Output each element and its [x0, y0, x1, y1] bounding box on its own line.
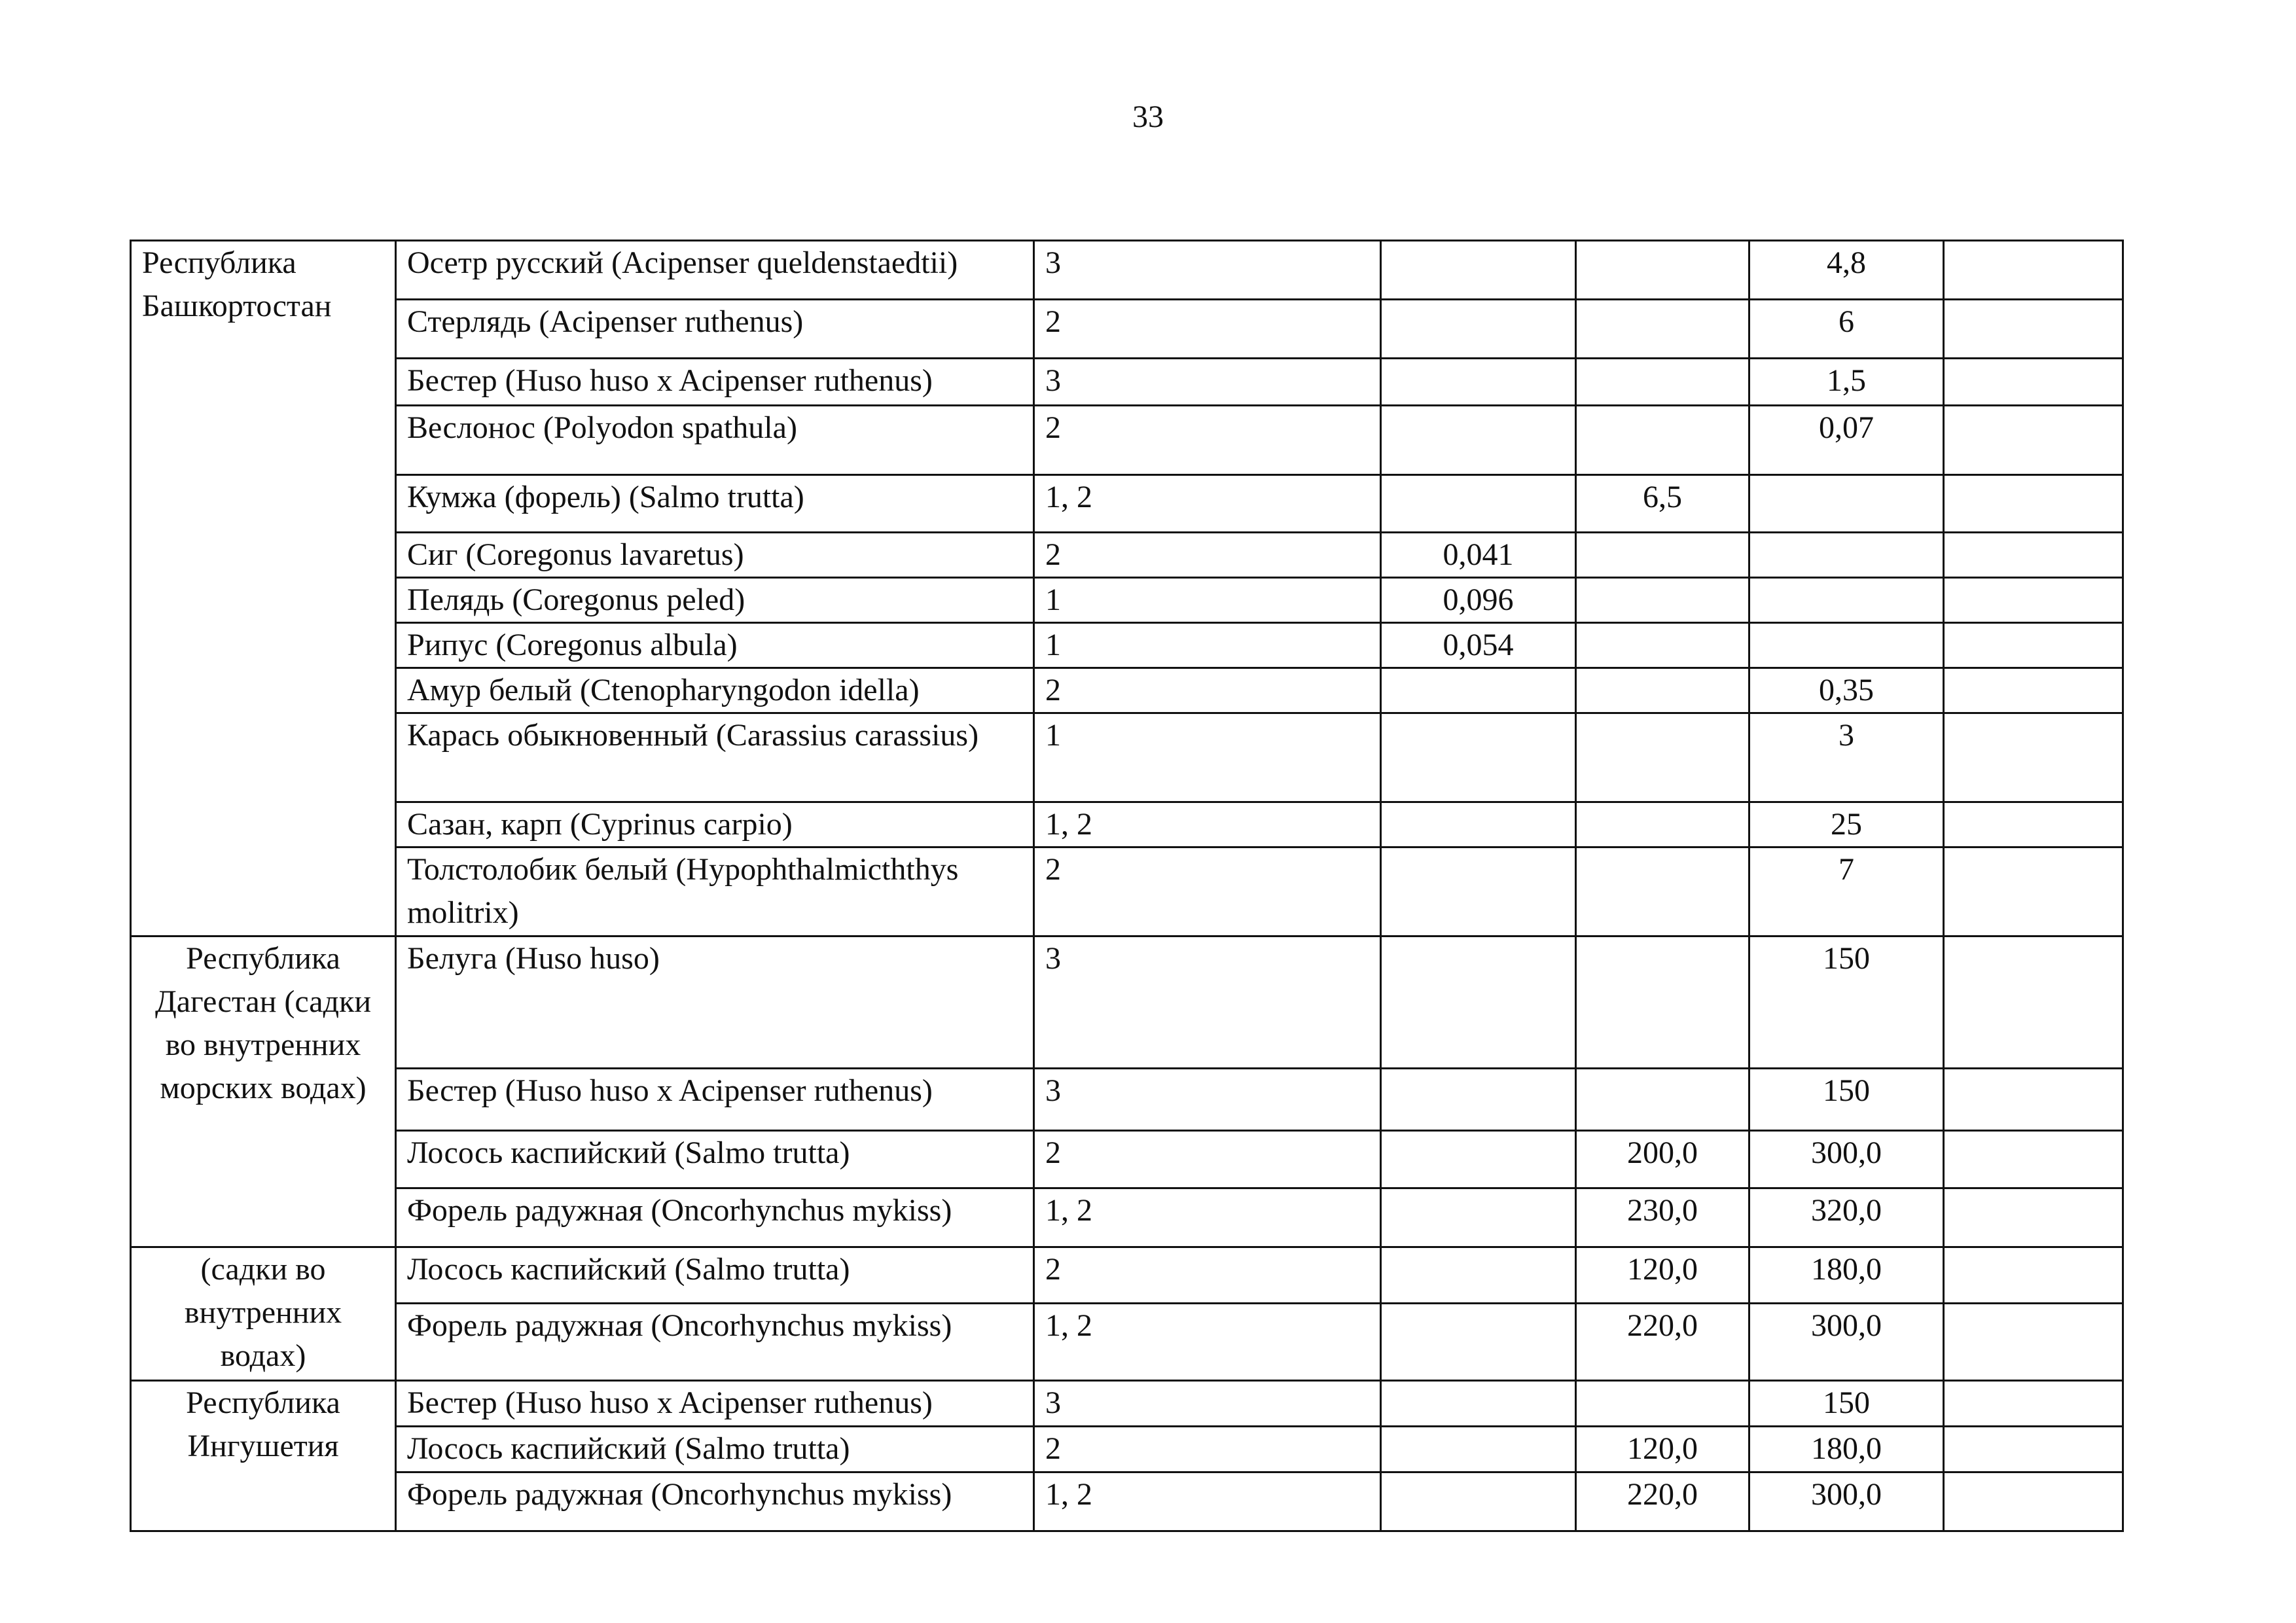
value-cell-6 [1944, 1131, 2123, 1188]
value-cell-3 [1381, 1131, 1576, 1188]
value-cell-6 [1944, 241, 2123, 300]
value-cell-4 [1576, 406, 1749, 475]
value-cell-3: 0,096 [1381, 578, 1576, 623]
code-cell: 2 [1034, 300, 1381, 359]
code-cell: 2 [1034, 533, 1381, 578]
species-table [130, 240, 2124, 1532]
value-cell-3 [1381, 359, 1576, 406]
code-cell: 2 [1034, 668, 1381, 713]
value-cell-4 [1576, 241, 1749, 300]
table-row [131, 623, 2123, 668]
value-cell-6 [1944, 1304, 2123, 1381]
value-cell-4 [1576, 578, 1749, 623]
table-row [131, 1069, 2123, 1131]
code-cell: 1 [1034, 713, 1381, 802]
value-cell-5: 300,0 [1749, 1131, 1944, 1188]
species-cell: Бестер (Huso huso x Acipenser ruthenus) [396, 1381, 1034, 1427]
value-cell-3 [1381, 300, 1576, 359]
species-cell: Форель радужная (Oncorhynchus mykiss) [396, 1188, 1034, 1247]
species-cell: Пелядь (Coregonus peled) [396, 578, 1034, 623]
table-row [131, 300, 2123, 359]
species-cell: Рипус (Coregonus albula) [396, 623, 1034, 668]
value-cell-3 [1381, 1069, 1576, 1131]
species-cell: Белуга (Huso huso) [396, 936, 1034, 1069]
value-cell-5: 320,0 [1749, 1188, 1944, 1247]
species-cell: Форель радужная (Oncorhynchus mykiss) [396, 1304, 1034, 1381]
species-cell: Сазан, карп (Cyprinus carpio) [396, 802, 1034, 847]
value-cell-3 [1381, 406, 1576, 475]
value-cell-3 [1381, 802, 1576, 847]
species-cell: Карась обыкновенный (Carassius carassius) [396, 713, 1034, 802]
species-cell: Веслонос (Polyodon spathula) [396, 406, 1034, 475]
value-cell-3 [1381, 1472, 1576, 1531]
value-cell-6 [1944, 1472, 2123, 1531]
species-cell: Толстолобик белый (Hypophthalmicththys molitrix) [396, 847, 1034, 936]
table-row [131, 1427, 2123, 1472]
value-cell-6 [1944, 1381, 2123, 1427]
value-cell-6 [1944, 713, 2123, 802]
value-cell-4 [1576, 668, 1749, 713]
value-cell-5: 0,35 [1749, 668, 1944, 713]
table-row [131, 1472, 2123, 1531]
value-cell-6 [1944, 668, 2123, 713]
value-cell-5: 4,8 [1749, 241, 1944, 300]
region-cell: Республика Дагестан (садки во внутренних морских водах) [131, 936, 396, 1247]
code-cell: 2 [1034, 847, 1381, 936]
value-cell-5: 0,07 [1749, 406, 1944, 475]
table-row [131, 1381, 2123, 1427]
table-row [131, 475, 2123, 533]
code-cell: 2 [1034, 1427, 1381, 1472]
value-cell-3 [1381, 1247, 1576, 1304]
value-cell-5: 7 [1749, 847, 1944, 936]
value-cell-4 [1576, 1381, 1749, 1427]
value-cell-6 [1944, 475, 2123, 533]
value-cell-3: 0,041 [1381, 533, 1576, 578]
value-cell-6 [1944, 847, 2123, 936]
value-cell-6 [1944, 936, 2123, 1069]
code-cell: 1 [1034, 623, 1381, 668]
value-cell-5: 150 [1749, 1069, 1944, 1131]
value-cell-6 [1944, 1069, 2123, 1131]
value-cell-6 [1944, 533, 2123, 578]
value-cell-6 [1944, 406, 2123, 475]
value-cell-3 [1381, 668, 1576, 713]
value-cell-5: 300,0 [1749, 1304, 1944, 1381]
value-cell-4 [1576, 623, 1749, 668]
value-cell-5: 1,5 [1749, 359, 1944, 406]
region-cell: (садки во внутренних водах) [131, 1247, 396, 1381]
value-cell-5: 25 [1749, 802, 1944, 847]
value-cell-4 [1576, 1069, 1749, 1131]
table-row [131, 1247, 2123, 1304]
value-cell-6 [1944, 300, 2123, 359]
code-cell: 3 [1034, 1069, 1381, 1131]
region-cell: Республика Башкортостан [131, 241, 396, 936]
code-cell: 3 [1034, 1381, 1381, 1427]
table-row [131, 1188, 2123, 1247]
code-cell: 2 [1034, 1131, 1381, 1188]
value-cell-5: 150 [1749, 936, 1944, 1069]
value-cell-4: 230,0 [1576, 1188, 1749, 1247]
value-cell-4: 220,0 [1576, 1472, 1749, 1531]
table-row [131, 1131, 2123, 1188]
species-cell: Амур белый (Ctenopharyngodon idella) [396, 668, 1034, 713]
value-cell-4 [1576, 802, 1749, 847]
code-cell: 1, 2 [1034, 1188, 1381, 1247]
species-cell: Лосось каспийский (Salmo trutta) [396, 1427, 1034, 1472]
species-cell: Сиг (Coregonus lavaretus) [396, 533, 1034, 578]
code-cell: 2 [1034, 406, 1381, 475]
value-cell-5 [1749, 578, 1944, 623]
table-row [131, 359, 2123, 406]
code-cell: 3 [1034, 936, 1381, 1069]
value-cell-3 [1381, 1381, 1576, 1427]
value-cell-5 [1749, 475, 1944, 533]
value-cell-5 [1749, 533, 1944, 578]
table-row [131, 1304, 2123, 1381]
value-cell-3 [1381, 475, 1576, 533]
species-cell: Кумжа (форель) (Salmo trutta) [396, 475, 1034, 533]
value-cell-5: 3 [1749, 713, 1944, 802]
value-cell-4: 6,5 [1576, 475, 1749, 533]
species-cell: Лосось каспийский (Salmo trutta) [396, 1131, 1034, 1188]
value-cell-5 [1749, 623, 1944, 668]
code-cell: 3 [1034, 359, 1381, 406]
code-cell: 1, 2 [1034, 802, 1381, 847]
value-cell-6 [1944, 1188, 2123, 1247]
value-cell-4 [1576, 300, 1749, 359]
species-cell: Лосось каспийский (Salmo trutta) [396, 1247, 1034, 1304]
species-cell: Стерлядь (Acipenser ruthenus) [396, 300, 1034, 359]
value-cell-6 [1944, 802, 2123, 847]
code-cell: 3 [1034, 241, 1381, 300]
page-number: 33 [1132, 99, 1164, 134]
value-cell-5: 150 [1749, 1381, 1944, 1427]
region-cell: Республика Ингушетия [131, 1381, 396, 1531]
species-cell: Осетр русский (Acipenser queldenstaedtii) [396, 241, 1034, 300]
value-cell-3 [1381, 1304, 1576, 1381]
species-cell: Бестер (Huso huso x Acipenser ruthenus) [396, 1069, 1034, 1131]
code-cell: 2 [1034, 1247, 1381, 1304]
value-cell-3 [1381, 847, 1576, 936]
table-row [131, 713, 2123, 802]
table-row [131, 578, 2123, 623]
value-cell-5: 300,0 [1749, 1472, 1944, 1531]
value-cell-3 [1381, 1188, 1576, 1247]
value-cell-5: 6 [1749, 300, 1944, 359]
value-cell-6 [1944, 578, 2123, 623]
value-cell-6 [1944, 359, 2123, 406]
code-cell: 1, 2 [1034, 475, 1381, 533]
value-cell-4 [1576, 359, 1749, 406]
value-cell-4: 120,0 [1576, 1427, 1749, 1472]
value-cell-3 [1381, 936, 1576, 1069]
value-cell-4: 220,0 [1576, 1304, 1749, 1381]
table-row [131, 936, 2123, 1069]
value-cell-5: 180,0 [1749, 1427, 1944, 1472]
value-cell-4 [1576, 936, 1749, 1069]
table-row [131, 406, 2123, 475]
value-cell-6 [1944, 1427, 2123, 1472]
table-row [131, 241, 2123, 300]
value-cell-4 [1576, 533, 1749, 578]
value-cell-4 [1576, 713, 1749, 802]
value-cell-6 [1944, 1247, 2123, 1304]
value-cell-4: 120,0 [1576, 1247, 1749, 1304]
value-cell-3 [1381, 241, 1576, 300]
table-row [131, 802, 2123, 847]
value-cell-4 [1576, 847, 1749, 936]
value-cell-3 [1381, 713, 1576, 802]
code-cell: 1 [1034, 578, 1381, 623]
table-row [131, 847, 2123, 936]
species-cell: Форель радужная (Oncorhynchus mykiss) [396, 1472, 1034, 1531]
table-row [131, 668, 2123, 713]
table-row [131, 533, 2123, 578]
value-cell-3: 0,054 [1381, 623, 1576, 668]
value-cell-5: 180,0 [1749, 1247, 1944, 1304]
value-cell-4: 200,0 [1576, 1131, 1749, 1188]
code-cell: 1, 2 [1034, 1472, 1381, 1531]
species-cell: Бестер (Huso huso x Acipenser ruthenus) [396, 359, 1034, 406]
value-cell-6 [1944, 623, 2123, 668]
value-cell-3 [1381, 1427, 1576, 1472]
code-cell: 1, 2 [1034, 1304, 1381, 1381]
